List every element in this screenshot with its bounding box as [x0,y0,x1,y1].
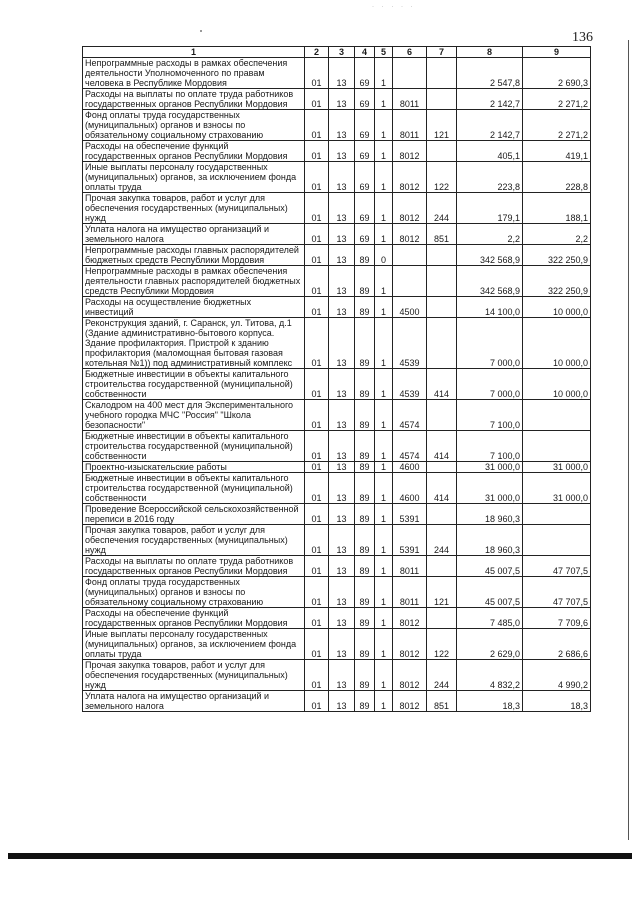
row-code-expense-type: 244 [427,660,457,691]
table-row [83,660,591,691]
row-code-subprogram: 1 [375,691,393,712]
row-code-section: 01 [305,141,329,162]
row-name: Скалодром на 400 мест для Экспериментального учебного городка МЧС "Россия" "Школа безопасности" [83,400,305,431]
table-body [83,58,591,712]
row-code-subsection: 13 [329,369,355,400]
row-code-expense-type [427,89,457,110]
row-code-subsection: 13 [329,58,355,89]
row-code-subprogram: 1 [375,162,393,193]
row-code-expense-type [427,245,457,266]
row-amount-2017: 223,8 [457,162,523,193]
row-code-subprogram: 1 [375,141,393,162]
row-code-subprogram: 1 [375,473,393,504]
row-code-direction: 8011 [393,577,427,608]
table-row [83,629,591,660]
row-code-section: 01 [305,660,329,691]
row-code-expense-type [427,400,457,431]
row-code-subsection: 13 [329,504,355,525]
row-code-section: 01 [305,691,329,712]
row-code-direction: 8012 [393,141,427,162]
row-code-section: 01 [305,462,329,473]
row-amount-2018: 10 000,0 [523,318,591,369]
row-code-direction [393,245,427,266]
row-amount-2018: 7 709,6 [523,608,591,629]
row-code-direction: 8012 [393,660,427,691]
row-code-subsection: 13 [329,431,355,462]
row-amount-2018: 419,1 [523,141,591,162]
row-code-direction: 8012 [393,162,427,193]
row-code-expense-type [427,58,457,89]
col-header-5: 5 [375,47,393,58]
row-code-subprogram: 1 [375,110,393,141]
table-row [83,318,591,369]
row-code-subprogram: 1 [375,525,393,556]
table-row [83,577,591,608]
row-amount-2018: 188,1 [523,193,591,224]
row-code-subsection: 13 [329,89,355,110]
row-name: Прочая закупка товаров, работ и услуг для обеспечения государственных (муниципальных) нужд [83,193,305,224]
row-code-program: 89 [355,473,375,504]
table-row [83,504,591,525]
row-amount-2017: 45 007,5 [457,556,523,577]
row-code-subsection: 13 [329,629,355,660]
table-row [83,369,591,400]
row-code-expense-type: 122 [427,162,457,193]
row-amount-2018: 322 250,9 [523,245,591,266]
row-code-subsection: 13 [329,318,355,369]
table-row [83,141,591,162]
row-name: Проектно-изыскательские работы [83,462,305,473]
row-amount-2017: 7 000,0 [457,369,523,400]
row-code-direction: 4574 [393,431,427,462]
row-code-expense-type [427,608,457,629]
row-name: Непрограммные расходы главных распорядителей бюджетных средств Республики Мордовия [83,245,305,266]
row-name: Расходы на обеспечение функций государственных органов Республики Мордовия [83,608,305,629]
row-code-expense-type [427,297,457,318]
row-amount-2017: 342 568,9 [457,245,523,266]
row-amount-2018 [523,431,591,462]
row-code-program: 89 [355,318,375,369]
scan-specks: · · · · · [372,4,416,10]
row-name: Уплата налога на имущество организаций и земельного налога [83,224,305,245]
row-name: Расходы на выплаты по оплате труда работников государственных органов Республики Мордовия [83,556,305,577]
col-header-2: 2 [305,47,329,58]
row-code-direction: 5391 [393,504,427,525]
row-code-program: 69 [355,89,375,110]
row-code-subprogram: 1 [375,629,393,660]
row-code-subprogram: 1 [375,608,393,629]
row-amount-2018: 4 990,2 [523,660,591,691]
row-amount-2018: 322 250,9 [523,266,591,297]
row-code-subprogram: 0 [375,245,393,266]
row-code-section: 01 [305,110,329,141]
row-code-subprogram: 1 [375,400,393,431]
row-amount-2017: 2,2 [457,224,523,245]
row-code-section: 01 [305,577,329,608]
row-amount-2017: 14 100,0 [457,297,523,318]
row-code-subsection: 13 [329,162,355,193]
table-row [83,245,591,266]
row-code-direction [393,266,427,297]
row-name: Фонд оплаты труда государственных (муниципальных) органов и взносы по обязательному социальному страхованию [83,577,305,608]
row-code-expense-type [427,504,457,525]
row-amount-2017: 4 832,2 [457,660,523,691]
row-code-subprogram: 1 [375,266,393,297]
row-code-subsection: 13 [329,245,355,266]
row-amount-2017: 2 629,0 [457,629,523,660]
row-code-direction: 5391 [393,525,427,556]
row-code-program: 89 [355,266,375,297]
row-code-program: 89 [355,608,375,629]
row-amount-2017: 45 007,5 [457,577,523,608]
row-code-subprogram: 1 [375,58,393,89]
table-row [83,473,591,504]
table-row [83,525,591,556]
row-code-expense-type [427,462,457,473]
row-name: Расходы на выплаты по оплате труда работников государственных органов Республики Мордовия [83,89,305,110]
row-amount-2018: 2 271,2 [523,89,591,110]
row-code-direction: 4600 [393,462,427,473]
row-amount-2018: 2,2 [523,224,591,245]
row-code-section: 01 [305,89,329,110]
row-code-program: 89 [355,369,375,400]
row-code-direction [393,58,427,89]
row-name: Непрограммные расходы в рамках обеспечения деятельности Уполномоченного по правам человека в Республике Мордовия [83,58,305,89]
row-code-subprogram: 1 [375,431,393,462]
row-amount-2017: 2 547,8 [457,58,523,89]
row-name: Иные выплаты персоналу государственных (муниципальных) органов, за исключением фонда оплаты труда [83,162,305,193]
margin-line [628,40,629,840]
row-code-expense-type: 121 [427,110,457,141]
row-amount-2018: 31 000,0 [523,473,591,504]
row-code-section: 01 [305,525,329,556]
row-name: Уплата налога на имущество организаций и земельного налога [83,691,305,712]
row-code-direction: 8012 [393,193,427,224]
row-code-subsection: 13 [329,691,355,712]
row-code-subsection: 13 [329,556,355,577]
row-amount-2017: 18,3 [457,691,523,712]
row-amount-2017: 2 142,7 [457,89,523,110]
row-code-program: 69 [355,141,375,162]
row-code-section: 01 [305,162,329,193]
row-amount-2017: 31 000,0 [457,473,523,504]
row-code-subprogram: 1 [375,577,393,608]
row-name: Иные выплаты персоналу государственных (муниципальных) органов, за исключением фонда оплаты труда [83,629,305,660]
row-amount-2018: 2 686,6 [523,629,591,660]
row-code-subprogram: 1 [375,224,393,245]
row-code-subprogram: 1 [375,369,393,400]
row-code-expense-type [427,141,457,162]
row-code-program: 89 [355,525,375,556]
row-code-expense-type [427,318,457,369]
row-code-subprogram: 1 [375,193,393,224]
row-code-direction: 8012 [393,608,427,629]
row-code-subprogram: 1 [375,297,393,318]
table-row [83,110,591,141]
row-name: Реконструкция зданий, г. Саранск, ул. Титова, д.1 (Здание административно-бытового корпуса. Здание профилактория. Пристрой к зданию профилактория (маломощная бытовая газовая котельная №1)) под административный комплекс [83,318,305,369]
row-code-section: 01 [305,58,329,89]
row-code-program: 89 [355,431,375,462]
row-name: Непрограммные расходы в рамках обеспечения деятельности главных распорядителей бюджетных средств Республики Мордовия [83,266,305,297]
table-row [83,556,591,577]
row-code-section: 01 [305,400,329,431]
row-code-expense-type: 851 [427,691,457,712]
row-amount-2018: 10 000,0 [523,297,591,318]
row-amount-2018: 47 707,5 [523,577,591,608]
bottom-scan-bar [8,853,632,859]
row-name: Расходы на обеспечение функций государственных органов Республики Мордовия [83,141,305,162]
row-code-section: 01 [305,556,329,577]
row-code-subprogram: 1 [375,660,393,691]
row-amount-2018 [523,400,591,431]
row-code-program: 89 [355,297,375,318]
row-code-section: 01 [305,297,329,318]
row-name: Бюджетные инвестиции в объекты капитального строительства государственной (муниципальной) собственности [83,431,305,462]
row-code-direction: 8012 [393,224,427,245]
col-header-7: 7 [427,47,457,58]
table-row [83,400,591,431]
row-code-direction: 4539 [393,318,427,369]
row-code-direction: 4600 [393,473,427,504]
row-code-section: 01 [305,431,329,462]
row-code-program: 69 [355,193,375,224]
table-row [83,224,591,245]
row-code-subsection: 13 [329,660,355,691]
col-header-6: 6 [393,47,427,58]
row-amount-2018: 47 707,5 [523,556,591,577]
row-amount-2018 [523,525,591,556]
row-code-expense-type: 121 [427,577,457,608]
row-code-subsection: 13 [329,297,355,318]
row-code-expense-type: 414 [427,473,457,504]
row-name: Фонд оплаты труда государственных (муниципальных) органов и взносы по обязательному социальному страхованию [83,110,305,141]
row-code-program: 69 [355,110,375,141]
table-row [83,608,591,629]
row-code-section: 01 [305,504,329,525]
row-code-subsection: 13 [329,525,355,556]
row-code-program: 69 [355,224,375,245]
row-amount-2018: 228,8 [523,162,591,193]
col-header-1: 1 [83,47,305,58]
header-row [83,47,591,58]
row-code-subsection: 13 [329,577,355,608]
budget-table [82,46,591,712]
budget-table-container [82,46,591,712]
row-code-expense-type: 414 [427,431,457,462]
row-amount-2017: 7 100,0 [457,431,523,462]
row-code-subsection: 13 [329,266,355,297]
row-code-program: 89 [355,400,375,431]
col-header-3: 3 [329,47,355,58]
row-code-subsection: 13 [329,400,355,431]
row-amount-2018 [523,504,591,525]
row-code-program: 89 [355,660,375,691]
row-code-subsection: 13 [329,193,355,224]
row-code-subprogram: 1 [375,556,393,577]
row-code-expense-type [427,556,457,577]
row-amount-2017: 2 142,7 [457,110,523,141]
col-header-8: 8 [457,47,523,58]
row-amount-2018: 2 690,3 [523,58,591,89]
row-code-direction: 8011 [393,556,427,577]
row-amount-2017: 7 100,0 [457,400,523,431]
row-code-section: 01 [305,629,329,660]
row-code-expense-type: 244 [427,193,457,224]
row-amount-2017: 7 000,0 [457,318,523,369]
row-code-subsection: 13 [329,141,355,162]
row-amount-2018: 10 000,0 [523,369,591,400]
row-code-section: 01 [305,224,329,245]
row-code-program: 89 [355,629,375,660]
row-code-section: 01 [305,369,329,400]
row-amount-2017: 179,1 [457,193,523,224]
row-code-program: 89 [355,691,375,712]
row-code-direction: 8012 [393,629,427,660]
row-amount-2018: 31 000,0 [523,462,591,473]
row-code-subprogram: 1 [375,89,393,110]
table-row [83,691,591,712]
row-amount-2017: 31 000,0 [457,462,523,473]
row-amount-2017: 18 960,3 [457,504,523,525]
row-name: Прочая закупка товаров, работ и услуг для обеспечения государственных (муниципальных) нужд [83,660,305,691]
row-code-program: 89 [355,556,375,577]
row-code-program: 89 [355,504,375,525]
row-code-subprogram: 1 [375,318,393,369]
row-code-expense-type: 851 [427,224,457,245]
row-code-section: 01 [305,473,329,504]
row-amount-2017: 342 568,9 [457,266,523,297]
row-code-subprogram: 1 [375,462,393,473]
row-code-subprogram: 1 [375,504,393,525]
table-row [83,431,591,462]
row-code-direction: 8012 [393,691,427,712]
row-code-expense-type: 414 [427,369,457,400]
row-code-subsection: 13 [329,224,355,245]
table-row [83,162,591,193]
row-code-program: 89 [355,245,375,266]
row-amount-2017: 7 485,0 [457,608,523,629]
row-code-direction: 4539 [393,369,427,400]
row-code-section: 01 [305,318,329,369]
row-code-expense-type [427,266,457,297]
row-code-subsection: 13 [329,473,355,504]
row-amount-2017: 405,1 [457,141,523,162]
row-code-subsection: 13 [329,110,355,141]
row-name: Прочая закупка товаров, работ и услуг для обеспечения государственных (муниципальных) нужд [83,525,305,556]
row-code-subsection: 13 [329,608,355,629]
col-header-4: 4 [355,47,375,58]
row-code-program: 89 [355,577,375,608]
col-header-9: 9 [523,47,591,58]
scan-speck [200,30,202,32]
row-code-direction: 8011 [393,89,427,110]
page-number: 136 [572,30,593,45]
row-code-direction: 4574 [393,400,427,431]
row-name: Проведение Всероссийской сельскохозяйственной переписи в 2016 году [83,504,305,525]
row-name: Расходы на осуществление бюджетных инвестиций [83,297,305,318]
row-code-section: 01 [305,245,329,266]
row-amount-2018: 2 271,2 [523,110,591,141]
row-code-section: 01 [305,193,329,224]
row-code-expense-type: 244 [427,525,457,556]
row-code-direction: 8011 [393,110,427,141]
row-code-expense-type: 122 [427,629,457,660]
row-code-section: 01 [305,608,329,629]
row-amount-2018: 18,3 [523,691,591,712]
row-code-program: 89 [355,462,375,473]
table-row [83,58,591,89]
row-code-program: 69 [355,162,375,193]
row-code-direction: 4500 [393,297,427,318]
table-row [83,193,591,224]
row-name: Бюджетные инвестиции в объекты капитального строительства государственной (муниципальной) собственности [83,369,305,400]
table-row [83,266,591,297]
row-code-section: 01 [305,266,329,297]
row-amount-2017: 18 960,3 [457,525,523,556]
table-row [83,297,591,318]
row-name: Бюджетные инвестиции в объекты капитального строительства государственной (муниципальной) собственности [83,473,305,504]
row-code-program: 69 [355,58,375,89]
row-code-subsection: 13 [329,462,355,473]
table-row [83,462,591,473]
table-row [83,89,591,110]
